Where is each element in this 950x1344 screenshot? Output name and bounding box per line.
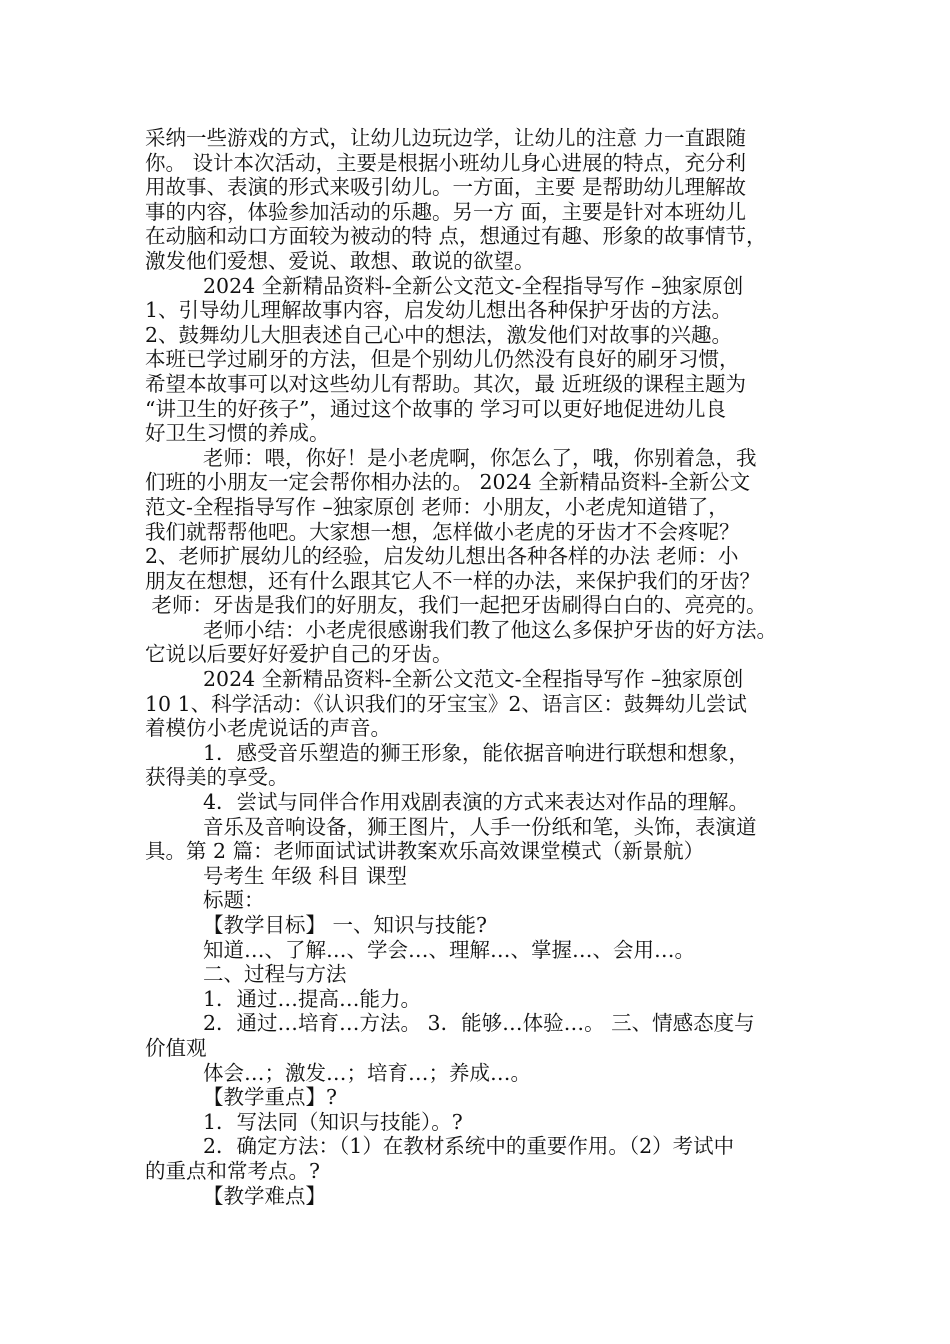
paragraph-line: 们班的小朋友一定会帮你相办法的。 2024 全新精品资料-全新公文 — [145, 470, 751, 495]
paragraph-line: 你。 设计本次活动，主要是根据小班幼儿身心进展的特点，充分利 — [145, 150, 747, 175]
paragraph-line: 获得美的享受。 — [145, 765, 289, 790]
paragraph-line: 的重点和常考点。? — [145, 1158, 320, 1183]
list-item: 1、引导幼儿理解故事内容，启发幼儿想出各种保护牙齿的方法。 — [145, 298, 733, 323]
form-field-line: 标题： — [203, 888, 265, 913]
paragraph-line: 知道…、了解…、学会…、理解…、掌握…、会用…。 — [203, 937, 695, 962]
paragraph-line: 采纳一些游戏的方式，让幼儿边玩边学，让幼儿的注意 力一直跟随 — [145, 126, 747, 150]
paragraph-line: 激发他们爱想、爱说、敢想、敢说的欲望。 — [145, 248, 535, 273]
paragraph-line: 10 1、科学活动：《认识我们的牙宝宝》2、语言区：鼓舞幼儿尝试 — [145, 691, 747, 716]
paragraph-line: 它说以后要好好爱护自己的牙齿。 — [145, 642, 453, 667]
watermark-line: 2024 全新精品资料-全新公文范文-全程指导写作 –独家原创 — [203, 273, 744, 298]
list-item: 2、鼓舞幼儿大胆表述自己心中的想法，激发他们对故事的兴趣。 — [145, 322, 733, 347]
form-field-line: 号考生 年级 科目 课型 — [203, 863, 408, 888]
section-heading: 【教学重点】? — [203, 1085, 337, 1110]
paragraph-line: 事的内容，体验参加活动的乐趣。另一方 面，主要是针对本班幼儿 — [145, 199, 747, 224]
list-item: 2、老师扩展幼儿的经验，启发幼儿想出各种各样的办法 老师：小 — [145, 544, 739, 569]
watermark-line: 2024 全新精品资料-全新公文范文-全程指导写作 –独家原创 — [203, 667, 744, 692]
paragraph-line: 希望本故事可以对这些幼儿有帮助。其次，最 近班级的课程主题为 — [145, 371, 747, 396]
list-item: 4．尝试与同伴合作用戏剧表演的方式来表达对作品的理解。 — [203, 790, 750, 815]
paragraph-line: 范文-全程指导写作 –独家原创 老师：小朋友，小老虎知道错了， — [145, 494, 729, 519]
paragraph-line: 音乐及音响设备，狮王图片，人手一份纸和笔，头饰，表演道 — [203, 814, 757, 839]
paragraph-line: 用故事、表演的形式来吸引幼儿。一方面，主要 是帮助幼儿理解故 — [145, 175, 747, 200]
section-heading: 二、过程与方法 — [203, 962, 347, 987]
paragraph-line: 我们就帮帮他吧。大家想一想，怎样做小老虎的牙齿才不会疼呢？ — [145, 519, 740, 544]
paragraph-line: 老师：牙齿是我们的好朋友，我们一起把牙齿刷得白白的、亮亮的。 — [145, 593, 767, 618]
list-item: 1．写法同（知识与技能）。? — [203, 1109, 463, 1134]
paragraph-line: 老师小结：小老虎很感谢我们教了他这么多保护牙齿的好方法。 — [203, 617, 777, 642]
document-page — [145, 126, 825, 1208]
paragraph-line: 价值观 — [145, 1035, 207, 1060]
paragraph-line: 朋友在想想，还有什么跟其它人不一样的办法，来保护我们的牙齿？ — [145, 568, 760, 593]
paragraph-line: 着模仿小老虎说话的声音。 — [145, 716, 391, 741]
paragraph-line: 好卫生习惯的养成。 — [145, 421, 330, 446]
section-heading: 【教学目标】 一、知识与技能? — [203, 913, 488, 937]
list-item: 1．感受音乐塑造的狮王形象，能依据音响进行联想和想象， — [203, 740, 750, 765]
paragraph-line: 具。第 2 篇：老师面试试讲教案欢乐高效课堂模式（新景航） — [145, 839, 705, 864]
paragraph-line: “讲卫生的好孩子”，通过这个故事的 学习可以更好地促进幼儿良 — [145, 396, 726, 421]
paragraph-line: 本班已学过刷牙的方法，但是个别幼儿仍然没有良好的刷牙习惯， — [145, 347, 740, 372]
paragraph-line: 在动脑和动口方面较为被动的特 点，想通过有趣、形象的故事情节， — [145, 224, 767, 249]
paragraph-line: 老师：喂，你好！是小老虎啊，你怎么了，哦，你别着急，我 — [203, 445, 757, 470]
list-item: 1．通过…提高…能力。 — [203, 986, 422, 1011]
paragraph-line: 体会…；激发…；培育…；养成…。 — [203, 1060, 531, 1085]
list-item: 2．确定方法：（1）在教材系统中的重要作用。（2）考试中 — [203, 1134, 735, 1159]
section-heading: 【教学难点】 — [203, 1183, 326, 1208]
list-item: 2．通过…培育…方法。 3．能够…体验…。 三、情感态度与 — [203, 1011, 755, 1036]
